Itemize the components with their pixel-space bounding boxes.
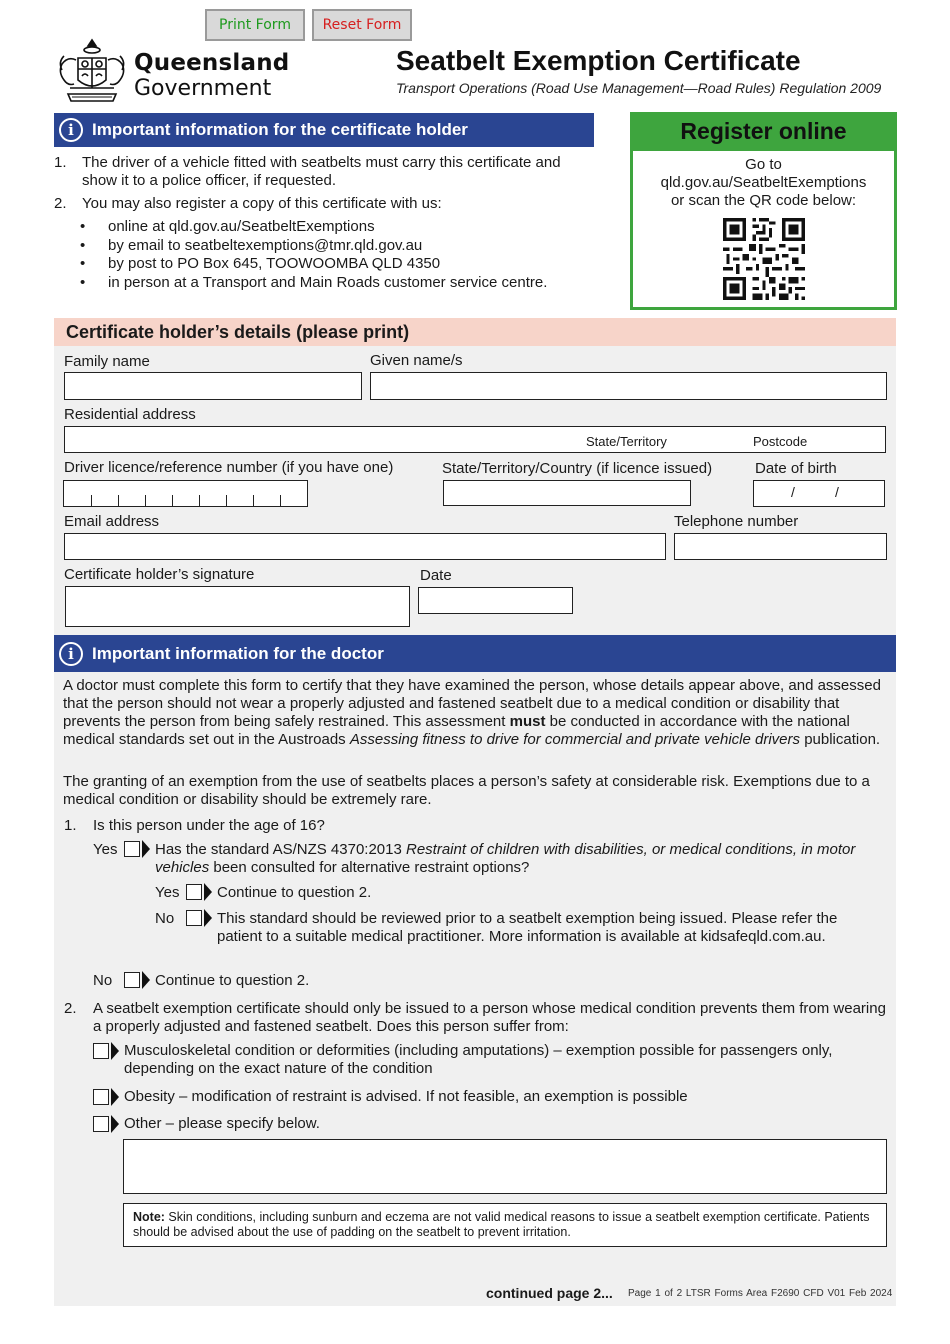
register-line-3: or scan the QR code below: (670, 192, 857, 209)
list-item: online at qld.gov.au/SeatbeltExemptions (108, 218, 375, 235)
q1a-yes-text: Continue to question 2. (217, 884, 372, 901)
queensland-crest-icon (54, 36, 130, 106)
licence-label: Driver licence/reference number (if you have one) (64, 459, 394, 476)
signature-field[interactable] (65, 586, 410, 627)
q2-text: A seatbelt exemption certificate should only be issued to a person whose medical condition prevents them from wearing a properly adjusted and fastened seatbelt. Does this person suffer from: (93, 1000, 886, 1035)
qr-code-icon[interactable] (723, 218, 805, 300)
date-input[interactable] (418, 587, 573, 614)
page-meta: Page 1 of 2 LTSR Forms Area F2690 CFD V01 Feb 2024 (628, 1288, 893, 1299)
q1-no-label: No (93, 972, 113, 989)
print-form-button[interactable]: Print Form (205, 9, 305, 41)
given-names-label: Given name/s (370, 352, 463, 369)
doctor-info-heading-bar (54, 635, 896, 672)
arrow-right-icon (204, 909, 212, 927)
doctor-paragraph-2: The granting of an exemption from the use of seatbelts places a person’s safety at considerable risk. Exemptions due to a medical condition or disability should be extremely rare. (63, 773, 870, 808)
given-names-input[interactable] (370, 372, 887, 400)
register-online-heading: Register online (633, 115, 894, 151)
q2-musculoskeletal-checkbox[interactable] (93, 1042, 121, 1062)
page-title: Seatbelt Exemption Certificate (396, 45, 801, 76)
holder-info-list (54, 154, 599, 213)
page-subtitle: Transport Operations (Road Use Management—Road Rules) Regulation 2009 (396, 80, 882, 96)
q2-obesity-text: Obesity – modification of restraint is advised. If not feasible, an exemption is possible (124, 1088, 688, 1105)
q2-other-checkbox[interactable] (93, 1115, 121, 1135)
licence-state-label: State/Territory/Country (if licence issued) (442, 460, 713, 477)
note-label: Note: (133, 1210, 165, 1224)
list-item: by post to PO Box 645, TOOWOOMBA QLD 4350 (108, 255, 441, 272)
arrow-right-icon (111, 1042, 119, 1060)
register-url[interactable]: qld.gov.au/SeatbeltExemptions (660, 174, 867, 191)
list-item: The driver of a vehicle fitted with seatbelts must carry this certificate and show it to a police officer, if requested. (82, 154, 561, 189)
q1-yes-question: Has the standard AS/NZS 4370:2013 Restraint of children with disabilities, or medical conditions, in motor vehicles been consulted for alternative restraint options? (155, 841, 856, 876)
email-input[interactable] (64, 533, 666, 560)
q1-text: Is this person under the age of 16? (93, 817, 325, 834)
q1a-no-text: This standard should be reviewed prior to a seatbelt exemption being issued. Please refer the patient to a suitable medical practitioner. More information is available at kidsafeqld.com.au. (217, 910, 838, 945)
arrow-right-icon (204, 883, 212, 901)
q1a-yes-label: Yes (155, 884, 180, 901)
list-item: by email to seatbeltexemptions@tmr.qld.gov.au (108, 236, 423, 254)
dob-label: Date of birth (755, 460, 837, 477)
dob-separator: / (835, 484, 839, 500)
q1-no-text: Continue to question 2. (155, 972, 310, 989)
holder-info-heading: Important information for the certificate holder (92, 120, 468, 139)
info-icon: i (59, 118, 83, 142)
q1-number: 1. (64, 817, 77, 834)
q1-no-checkbox[interactable] (124, 971, 152, 991)
postcode-label: Postcode (753, 434, 808, 449)
note-text: Skin conditions, including sunburn and eczema are not valid medical reasons to issue a seatbelt exemption certificate. Patients should be advised about the use of padding on the seatbelt to prevent irritation. (133, 1210, 870, 1239)
signature-label: Certificate holder’s signature (64, 566, 255, 583)
dob-separator: / (791, 484, 795, 500)
phone-label: Telephone number (674, 513, 799, 530)
licence-input[interactable] (63, 480, 308, 507)
q2-musculoskeletal-text: Musculoskeletal condition or deformities (including amputations) – exemption possible for passengers only, depending on the exact nature of the condition (124, 1042, 833, 1077)
q1-yes-checkbox[interactable] (124, 840, 152, 860)
continued-text: continued page 2... (486, 1285, 613, 1301)
logo-line-1: Queensland (134, 50, 290, 76)
q1a-no-checkbox[interactable] (186, 909, 214, 929)
q2-other-text: Other – please specify below. (124, 1115, 320, 1132)
list-item: in person at a Transport and Main Roads customer service centre. (108, 273, 548, 291)
phone-input[interactable] (674, 533, 887, 560)
q2-obesity-checkbox[interactable] (93, 1088, 121, 1108)
info-icon: i (59, 642, 83, 666)
licence-state-input[interactable] (443, 480, 691, 506)
register-online-box (630, 112, 897, 310)
date-label: Date (420, 567, 452, 584)
arrow-right-icon (142, 971, 150, 989)
register-methods-list: • online at qld.gov.au/SeatbeltExemptions • by email to seatbeltexemptions@tmr.qld.gov.au • by post to PO Box 645, TOOWOOMBA QLD 4350 • in person at a Transport and Main Roads customer service centre. (80, 218, 548, 291)
holder-details-heading: Certificate holder’s details (please print) (54, 318, 896, 346)
holder-info-heading-bar (54, 113, 594, 147)
q2-number: 2. (64, 1000, 77, 1017)
arrow-right-icon (142, 840, 150, 858)
family-name-input[interactable] (64, 372, 362, 400)
q1-yes-label: Yes (93, 841, 118, 858)
list-num: 1. (54, 154, 67, 171)
other-specify-textarea[interactable] (123, 1139, 887, 1194)
doctor-info-heading: Important information for the doctor (92, 643, 384, 663)
doctor-paragraph-1: A doctor must complete this form to certify that they have examined the person, whose details appear above, and assessed that the person should not wear a properly adjusted and fastened seatbelt due to a medical condition or disability that prevents the person from being safely restrained. This assessment must be conducted in accordance with the national medical standards set out in the Austroads Assessing fitness to drive for commercial and private vehicle drivers publication. (63, 677, 881, 748)
arrow-right-icon (111, 1088, 119, 1106)
list-num: 2. (54, 195, 67, 212)
logo-line-2: Government (134, 76, 272, 101)
state-territory-label: State/Territory (586, 434, 667, 449)
email-label: Email address (64, 513, 160, 530)
q1a-yes-checkbox[interactable] (186, 883, 214, 903)
address-label: Residential address (64, 406, 196, 423)
note-box (123, 1203, 887, 1247)
arrow-right-icon (111, 1115, 119, 1133)
family-name-label: Family name (64, 353, 150, 370)
reset-form-button[interactable]: Reset Form (312, 9, 412, 41)
q1a-no-label: No (155, 910, 175, 927)
dob-input[interactable] (753, 480, 885, 507)
register-line-1: Go to (745, 156, 782, 173)
list-item: You may also register a copy of this certificate with us: (82, 195, 442, 212)
